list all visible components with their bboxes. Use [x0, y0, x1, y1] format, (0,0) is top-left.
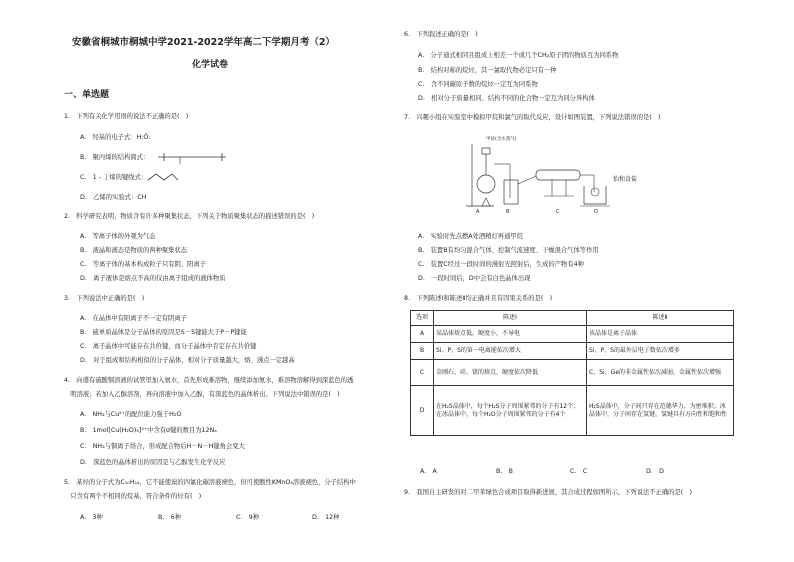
question-3-stem: 3. 下列说法中正确的是( ) [64, 295, 145, 302]
question-3-option-a: A. 在晶体中有阳离子不一定有阴离子 [80, 315, 187, 322]
question-8-option-c: C. C [570, 468, 588, 475]
question-7-option-a: A. 实验时先点燃A处酒精灯再通甲烷 [418, 233, 523, 240]
question-3-option-d: D. 对于组成和结构相似的分子晶体，相对分子质量越大，熔、沸点一定越高 [80, 357, 295, 364]
question-5-option-d: D. 12种 [312, 514, 340, 521]
table-cell: C [411, 360, 434, 386]
table-cell: 该晶体是离子晶体 [587, 326, 734, 343]
question-6-option-d: D. 相对分子质量相同、结构不同的化合物一定互为同分异构体 [418, 95, 595, 102]
table-cell: D [411, 386, 434, 436]
question-2-stem: 2. 科学研究表明，物质含有许多种聚集状态，下列关于物质聚集状态的描述错误的是( ) [64, 213, 315, 220]
question-6-option-c: C. 含不同碳原子数的烷烃一定互为同系物 [418, 81, 538, 88]
apparatus-label-d: D [594, 209, 598, 215]
table-cell: C、Si、Ge的非金属性依次减弱，金属性依次增强 [587, 360, 734, 386]
question-3-option-b: B. 硫单质晶体是分子晶体的原因是S－S键能大于P－P键能 [80, 329, 247, 336]
apparatus-gas-note: 甲烷(含水蒸气) [486, 137, 517, 142]
apparatus-label-b: B [506, 209, 510, 215]
table-header-statement-1: 陈述Ⅰ [434, 311, 587, 326]
section-heading: 一、单选题 [64, 90, 110, 100]
question-4-stem-line-1: 4. 向盛有硫酸铜溶液的试管里加入氨水，首先形成难溶物，继续添加氨水，难溶物溶解得到深蓝色的透 [64, 377, 354, 384]
question-8-option-b: B. B [496, 468, 513, 475]
question-1-option-a: A. 羟基的电子式：H:Ö: [80, 134, 151, 141]
lab-apparatus-figure [464, 140, 616, 214]
table-cell: Si、P、S的第一电离能依次增大 [434, 343, 587, 360]
question-8-option-a: A. A [420, 468, 437, 475]
question-5-option-c: C. 9种 [236, 514, 259, 521]
table-header-statement-2: 陈述Ⅱ [587, 311, 734, 326]
question-1-stem: 1. 下列有关化学用语的说法不正确的是( ) [64, 113, 189, 120]
apparatus-label-c: C [556, 209, 560, 215]
question-1-option-d: D. 乙烯的实验式：CH [80, 194, 147, 201]
table-cell: B [411, 343, 434, 360]
question-8-stem: 8. 下列陈述Ⅰ和陈述Ⅱ均正确并且有因果关系的是( ) [404, 295, 553, 302]
table-row [411, 360, 734, 386]
question-5-option-a: A. 3种 [80, 514, 103, 521]
table-cell: Si、P、S的最外层电子数依次增多 [587, 343, 734, 360]
question-2-option-b: B. 液晶和液态是物质的两种聚集状态 [80, 247, 188, 254]
table-cell: 金刚石、硅、锗的熔点、硬度依次降低 [434, 360, 587, 386]
question-8-option-d: D. D [646, 468, 664, 475]
table-cell: 某晶体熔点低，硬度小，不导电 [434, 326, 587, 343]
question-6-stem: 6. 下列叙述正确的是( ) [404, 31, 478, 38]
question-7-stem: 7. 兴趣小组在实验室中模拟甲烷和氯气的取代反应，设计如图装置，下列说法错误的是( ) [404, 114, 661, 121]
question-7-option-c: C. 装置C经过一段时间的漫射光照射后，生成的产物有4种 [418, 261, 584, 268]
table-row [411, 326, 734, 343]
question-4-stem-line-2: 明溶液；若加入乙醇溶剂，再向溶液中加入乙醇，有深蓝色的晶体析出。下列说法中错误的是( ) [64, 391, 340, 398]
butene-skeletal-icon [146, 172, 180, 182]
polypropylene-structure-icon [156, 150, 228, 166]
table-cell: A [411, 326, 434, 343]
question-3-option-c: C. 离子晶体中可能存在共价键，而分子晶体中肯定存在共价键 [80, 343, 257, 350]
question-9-stem: 9. 我国自主研发的对二甲苯绿色合成项目取得新进展，其合成过程如图所示，下列说法不正确的是( ) [404, 489, 692, 496]
question-4-option-c: C. NH₃与铜离子络合，形成配合物后H－N－H键角会变大 [80, 443, 245, 450]
question-2-option-a: A. 等离子体的外观为气态 [80, 233, 156, 240]
statements-table [410, 310, 734, 436]
question-7-option-d: D. 一段时间后，D中会有白色晶体出现 [418, 275, 531, 282]
question-6-option-a: A. 分子通式相同且组成上相差一个或几个CH₂原子团的物质互为同系物 [418, 52, 619, 59]
table-row [411, 386, 734, 436]
question-7-option-b: B. 装置B有均匀混合气体、控制气流速度、干燥混合气体等作用 [418, 247, 599, 254]
question-1-option-b: B. 聚丙烯的结构简式： [80, 154, 150, 161]
question-5-stem-line-1: 5. 某烃的分子式为C₁₀H₁₄，它不能使溴的四氯化碳溶液褪色，但可使酸性KMnO₄溶液褪色，分子结构中 [64, 479, 356, 486]
question-2-option-d: D. 离子液体是熔点不高的仅由离子组成的液体物质 [80, 275, 226, 282]
question-1-option-c: C. 1 - 丁烯的键线式： [80, 174, 148, 181]
question-5-stem-line-2: 只含有两个不相同的烷基，符合条件的烃有( ) [64, 493, 202, 500]
page-subtitle: 化学试卷 [192, 60, 229, 70]
question-6-option-b: B. 结构对称的烷烃，其一氯取代物必定只有一种 [418, 67, 557, 74]
question-4-option-b: B. 1mol[Cu(H₂O)₄]²⁺中含有σ键的数目为12Nₐ [80, 427, 217, 434]
table-header-option: 选项 [411, 311, 434, 326]
question-5-option-b: B. 6种 [158, 514, 181, 521]
question-4-option-d: D. 深蓝色的晶体析出的原因是与乙醇发生化学反应 [80, 459, 226, 466]
table-header-row [411, 311, 734, 326]
table-row [411, 343, 734, 360]
table-cell: H₂S晶体中，分子间只存在范德华力，为密堆积；冰晶体中，分子间存在氢键，氢键具有方向性和饱和性 [587, 386, 734, 436]
apparatus-caption: 怡和食盐 [613, 176, 638, 183]
apparatus-label-a: A [476, 209, 480, 215]
question-4-option-a: A. NH₃与Cu²⁺的配位能力强于H₂O [80, 411, 182, 418]
page-title: 安徽省桐城市桐城中学2021-2022学年高二下学期月考（2） [72, 37, 335, 48]
table-cell: 在H₂S晶体中，每个H₂S分子周围紧邻的分子有12个；在冰晶体中，每个H₂O分子周围紧邻的分子有4个 [434, 386, 587, 436]
question-2-option-c: C. 等离子体的基本构成粒子只有阴、阳离子 [80, 261, 207, 268]
